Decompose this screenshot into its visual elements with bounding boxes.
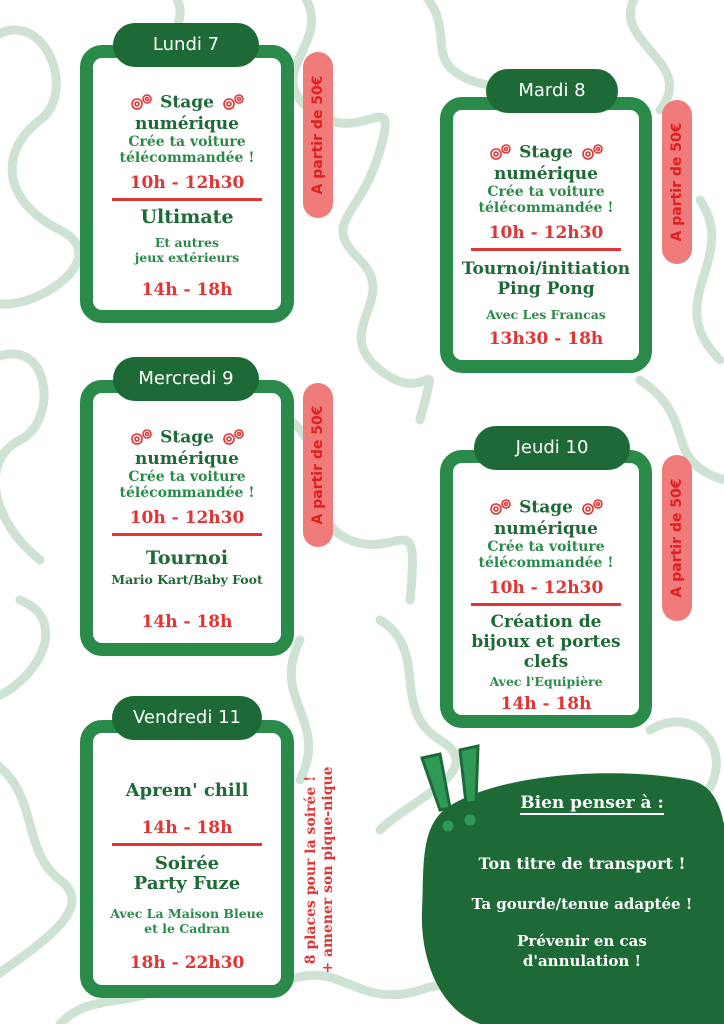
gears-icon (487, 142, 513, 164)
stage-subtitle-1: Crée ta voiture (128, 134, 246, 150)
reminder-heading: Bien penser à : (520, 793, 664, 813)
afternoon-activity: Ultimate (140, 206, 234, 228)
afternoon-activity-2: Ping Pong (497, 279, 595, 299)
stage-title: Stage (160, 92, 214, 113)
afternoon-activity-1: Tournoi/initiation (461, 259, 631, 279)
evening-activity-1: Soirée (154, 853, 220, 874)
afternoon-time: 13h30 - 18h (488, 329, 604, 349)
stage-subtitle-1: Crée ta voiture (487, 184, 605, 200)
activity-note: Avec Les Francas (486, 307, 606, 322)
afternoon-activity-3: clefs (523, 652, 569, 672)
activity-note: Avec l'Equipière (489, 674, 603, 689)
stage-title-2: numérique (134, 114, 239, 134)
stage-subtitle-2: télécommandée ! (119, 485, 255, 501)
gears-icon (128, 92, 154, 114)
stage-subtitle-2: télécommandée ! (119, 150, 255, 166)
afternoon-activity-2: bijoux et portes (471, 632, 621, 652)
evening-time: 18h - 22h30 (129, 953, 245, 973)
morning-time: 10h - 12h30 (129, 173, 245, 193)
reminder-item-1: Ton titre de transport ! (478, 854, 686, 873)
price-badge: A partir de 50€ (303, 383, 333, 547)
divider (471, 248, 621, 251)
stage-subtitle-2: télécommandée ! (478, 555, 614, 571)
side-note-2: + amener son pique-nique (320, 766, 336, 974)
price-badge: A partir de 50€ (662, 455, 692, 621)
gears-icon (487, 497, 513, 519)
afternoon-time: 14h - 18h (141, 818, 233, 838)
day-tab-vendredi: Vendredi 11 (112, 696, 262, 740)
activity-note-1: Et autres (154, 235, 220, 250)
divider (112, 533, 262, 536)
reminder-item-2: Ta gourde/tenue adaptée ! (471, 895, 693, 913)
divider (112, 843, 262, 846)
side-note-1: 8 places pour la soirée ! (303, 775, 319, 965)
day-card-mardi (440, 97, 652, 373)
day-tab-jeudi: Jeudi 10 (474, 426, 630, 470)
afternoon-time: 14h - 18h (500, 694, 592, 714)
day-card-lundi (80, 45, 294, 323)
stage-subtitle-1: Crée ta voiture (128, 469, 246, 485)
stage-title: Stage (519, 142, 573, 163)
stage-subtitle-2: télécommandée ! (478, 200, 614, 216)
evening-activity-2: Party Fuze (133, 873, 241, 894)
day-tab-mardi: Mardi 8 (486, 69, 618, 113)
activity-note: Mario Kart/Baby Foot (111, 572, 263, 587)
friday-side-note (296, 750, 344, 990)
stage-title-2: numérique (134, 449, 239, 469)
day-tab-lundi: Lundi 7 (113, 23, 259, 67)
gears-icon (579, 142, 605, 164)
reminder-item-3a: Prévenir en cas (517, 932, 647, 950)
gears-icon (128, 427, 154, 449)
divider (471, 603, 621, 606)
stage-title-2: numérique (493, 519, 598, 539)
afternoon-time: 14h - 18h (141, 280, 233, 300)
stage-title: Stage (160, 427, 214, 448)
price-badge: A partir de 50€ (303, 52, 333, 218)
gears-icon (579, 497, 605, 519)
morning-time: 10h - 12h30 (488, 223, 604, 243)
reminder-item-3b: d'annulation ! (522, 952, 642, 970)
divider (112, 198, 262, 201)
stage-title-2: numérique (493, 164, 598, 184)
evening-note-2: et le Cadran (144, 921, 230, 936)
exclamation-icon (414, 740, 494, 840)
evening-note-1: Avec La Maison Bleue (110, 906, 264, 921)
day-tab-mercredi: Mercredi 9 (113, 357, 259, 401)
day-card-jeudi (440, 450, 652, 728)
gears-icon (220, 92, 246, 114)
day-card-vendredi (80, 720, 294, 998)
day-card-mercredi (80, 380, 294, 656)
price-badge: A partir de 50€ (662, 100, 692, 264)
stage-subtitle-1: Crée ta voiture (487, 539, 605, 555)
afternoon-activity: Tournoi (145, 547, 229, 569)
afternoon-activity-1: Création de (490, 612, 602, 632)
afternoon-activity: Aprem' chill (125, 780, 249, 801)
gears-icon (220, 427, 246, 449)
morning-time: 10h - 12h30 (129, 508, 245, 528)
stage-title: Stage (519, 497, 573, 518)
activity-note-2: jeux extérieurs (134, 250, 240, 265)
morning-time: 10h - 12h30 (488, 578, 604, 598)
afternoon-time: 14h - 18h (141, 612, 233, 632)
